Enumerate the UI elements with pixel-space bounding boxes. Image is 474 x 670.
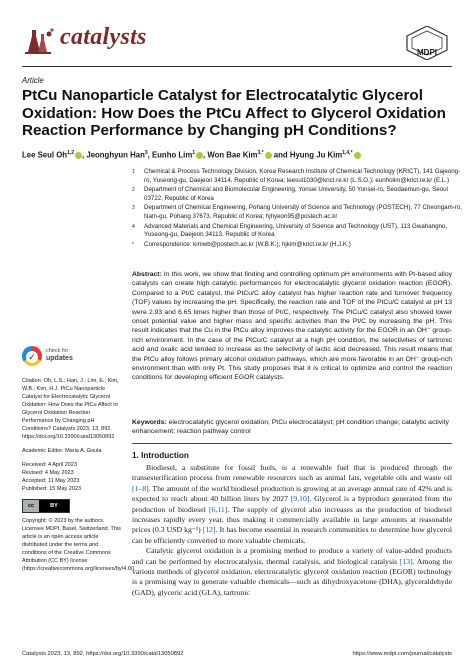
citation-link[interactable]: [1–8] bbox=[132, 483, 149, 493]
keywords bbox=[132, 418, 452, 437]
citation-link[interactable]: [13] bbox=[399, 556, 413, 566]
author-separator: , bbox=[147, 150, 152, 160]
keywords-text: electrocatalytic glycerol oxidation; PtCu electrocatalyst; pH condition change; catalytic activity enhancement; reaction pathway control bbox=[132, 419, 449, 436]
author-name[interactable]: Won Bae Kim bbox=[207, 150, 258, 160]
author-separator: , bbox=[82, 150, 87, 160]
header-divider bbox=[22, 66, 452, 67]
check-updates-label: updates bbox=[46, 355, 73, 362]
accepted-date: Accepted: 11 May 2023 bbox=[22, 478, 80, 484]
check-label: check for bbox=[46, 348, 69, 354]
intro-paragraph: Catalytic glycerol oxidation is a promising method to produce a variety of value-added products and can be performed by electrocatalysis, thermal catalysis, and biological catalysis [13]. Among the various methods of glycerol oxidation, electrocatalytic glycerol oxidation reaction (EGOR) technology is a promising way to generate valuable chemicals—such as dihydroxyacetone (DHA), glyceraldehyde (GAD), glyceric acid (GLA), tartronic bbox=[132, 546, 452, 597]
received-date: Received: 4 April 2023 bbox=[22, 462, 78, 468]
published-date: Published: 15 May 2023 bbox=[22, 486, 82, 492]
abstract-label: Abstract: bbox=[132, 271, 162, 278]
orcid-icon[interactable] bbox=[265, 152, 272, 159]
intro-heading: 1. Introduction bbox=[132, 451, 189, 460]
abstract-text: In this work, we show that finding and controlling optimum pH environments with Pt-based alloy catalysts can create high catalytic performances for electrocatalytic glycerol oxidation reaction (EGOR). Compared to a Pt/C catalyst, the PtCu/C alloy catalyst has higher reaction rate and turnover frequency (TOF) values by increasing the pH. Specifically, the reaction rate and TOF of the PtCu/C catalyst at pH 13 were 2.93 and 6.65 times higher than those of Pt/C, respectively. The PtCu/C catalyst also showed lower onset potential value and higher mass and specific activities than the Pt/C by increasing the pH. This result indicates that the Cu in the PtCu alloy improves the catalytic activity for the EGOR in an OH⁻ group-rich environment. In the case of the PtCu/C catalyst at a high pH condition, the selectivities of tartronic acid and oxalic acid tended to increase as the selectivity of lactic acid decreased. This result means that the PtCu alloy follows primary alcohol oxidation pathways, which are more favorable in an OH⁻ group-rich environment than with only Pt. This study proposes that it is critical to optimize and control the reaction conditions for developing efficient EGOR catalysts. bbox=[132, 271, 452, 382]
author-affiliation-marker: 3 bbox=[144, 150, 148, 156]
affiliation-number: 1 bbox=[132, 169, 135, 175]
author-name[interactable]: Hyung Ju Kim bbox=[289, 150, 343, 160]
orcid-icon[interactable] bbox=[196, 152, 203, 159]
affiliation-text: Chemical & Process Technology Division, Korea Research Institute of Chemical Technology (KRICT), 141 Gajeong-ro, Yuseong-gu, Daejeon 34114, Republic of Korea; leesul1030@krict.re.kr (L.S.O.); eunholim@krict.re.kr (E.L.) bbox=[144, 168, 461, 184]
intro-body bbox=[132, 463, 452, 598]
footer-journal-link[interactable]: https://www.mdpi.com/journal/catalysts bbox=[352, 651, 452, 657]
affiliation-text: Department of Chemical Engineering, Pohang University of Science and Technology (POSTECH), 77 Cheongam-ro, Nam-gu, Pohang 37673, Republic of Korea; hjhyeon95@postech.ac.kr bbox=[144, 204, 463, 220]
article-title: PtCu Nanoparticle Catalyst for Electrocatalytic Glycerol Oxidation: How Does the PtCu Affect to Glycerol Oxidation Reaction Performance by Changing pH Conditions? bbox=[22, 87, 446, 140]
revised-date: Revised: 4 May 2023 bbox=[22, 470, 74, 476]
abstract bbox=[132, 270, 452, 383]
affiliation-number: * bbox=[132, 241, 134, 248]
article-type: Article bbox=[22, 76, 44, 85]
journal-header bbox=[22, 18, 452, 60]
author-separator: and bbox=[271, 150, 290, 160]
journal-name: catalysts bbox=[60, 24, 147, 50]
citation-link[interactable]: [12] bbox=[202, 525, 216, 535]
affiliation-number: 3 bbox=[132, 205, 135, 212]
orcid-icon[interactable] bbox=[75, 152, 82, 159]
author-list bbox=[22, 150, 462, 160]
author-affiliation-marker: 1,4,* bbox=[342, 150, 353, 156]
author-separator: , bbox=[203, 150, 208, 160]
publisher-name: MDPI bbox=[417, 48, 437, 57]
intro-paragraph: Biodiesel, a substitute for fossil fuels, is a renewable fuel that is produced through the transesterification process from renewable resources such as animal fats, vegetable oils and waste oil [1–8]. The amount of the world biodiesel production is growing at an average annual rate of 42% and is expected to reach about 40 billion liters by 2027 [9,10]. Glycerol is a byproduct generated from the production of biodiesel [6,11]. The supply of glycerol also increases as the production of biodiesel increases rapidly every year, thus making it commercially available in large amounts at reasonable prices (0.3 USD kg⁻¹) [12]. It has become essential in research communities to determine how glycerol can be efficiently converted to more valuable chemicals. bbox=[132, 463, 452, 545]
section-divider bbox=[132, 443, 452, 444]
keywords-label: Keywords: bbox=[132, 419, 167, 426]
affiliation-item bbox=[132, 223, 462, 240]
check-for-updates-button[interactable] bbox=[22, 345, 122, 371]
affiliation-text: Advanced Materials and Chemical Engineering, University of Science and Technology (UST), 113 Gwahangno, Yuseong-gu, Daejeon 34113, Republic of Korea bbox=[144, 222, 448, 239]
orcid-icon[interactable] bbox=[354, 152, 361, 159]
author-name[interactable]: Jeonghyun Han bbox=[86, 150, 145, 160]
author-name[interactable]: Eunho Lim bbox=[151, 150, 193, 160]
affiliation-text: Correspondence: kimwb@postech.ac.kr (W.B.K.); hjkim@krict.re.kr (H.J.K.) bbox=[144, 240, 351, 248]
citation: Citation: Oh, L.S.; Han, J.; Lim, E.; Kim, W.B.; Kim, H.J. PtCu Nanoparticle Catalyst for Electrocatalytic Glycerol Oxidation: How Does the PtCu Affect to Glycerol Oxidation Reaction Performance by Changing pH Conditions? Catalysts 2023, 13, 892. https://doi.org/10.3390/catal13050892 bbox=[22, 378, 119, 440]
author-affiliation-marker: 3,* bbox=[257, 150, 264, 156]
academic-editor: Academic Editor: Maria A. Goula bbox=[22, 448, 102, 454]
affiliation-item bbox=[132, 241, 462, 250]
citation-link[interactable]: [9,10] bbox=[290, 494, 310, 504]
affiliation-item bbox=[132, 204, 462, 221]
cc-by-license-icon[interactable]: cc BY bbox=[22, 499, 70, 513]
affiliation-number: 2 bbox=[132, 187, 135, 194]
citation-link[interactable]: [6,11] bbox=[209, 504, 228, 514]
affiliations bbox=[132, 168, 462, 250]
affiliation-item bbox=[132, 168, 462, 185]
affiliation-item bbox=[132, 186, 462, 203]
author-affiliation-marker: 1,2 bbox=[67, 150, 75, 156]
author-name[interactable]: Lee Seul Oh bbox=[22, 150, 68, 160]
catalysts-logo-icon bbox=[22, 26, 56, 56]
affiliation-text: Department of Chemical and Biomolecular Engineering, Yonsei University, 50 Yonsei-ro, Seodaemun-gu, Seoul 03722, Republic of Korea bbox=[144, 186, 448, 202]
author-affiliation-marker: 1 bbox=[192, 150, 196, 156]
affiliation-number: 4 bbox=[132, 223, 135, 230]
check-updates-icon: ✓ bbox=[22, 346, 42, 366]
copyright-notice: Copyright: © 2023 by the authors. Licensee MDPI, Basel, Switzerland. This article is an open access article distributed under the terms and conditions of the Creative Commons Attribution (CC BY) license (https://creativecommons.org/licenses/by/4.0/). bbox=[22, 518, 136, 572]
article-sidebar bbox=[22, 345, 136, 573]
footer-citation: Catalysts 2023, 13, 892. https://doi.org/10.3390/catal13050892 bbox=[22, 651, 184, 657]
